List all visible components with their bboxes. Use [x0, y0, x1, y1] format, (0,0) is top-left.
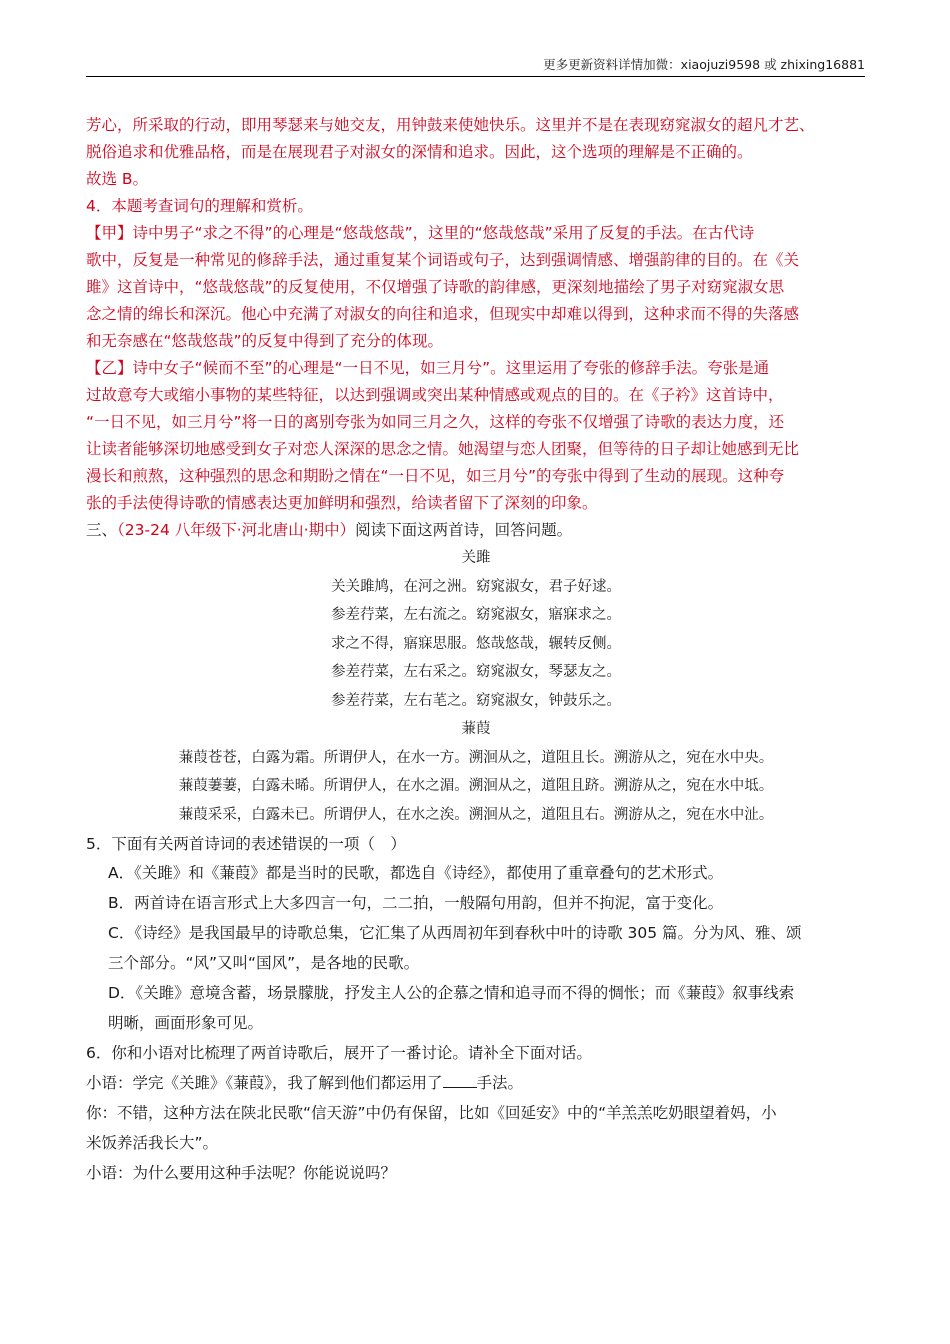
dialogue-line: 你：不错，这种方法在陕北民歌“信天游”中仍有保留，比如《回延安》中的“羊羔羔吃奶眼望着妈，小 — [86, 1104, 777, 1122]
source-tag: （23-24 八年级下·河北唐山·期中） — [117, 521, 356, 539]
option-d-cont: 明晰，画面形象可见。 — [108, 1014, 264, 1032]
answer-line: 歌中，反复是一种常见的修辞手法，通过重复某个词语或句子，达到强调情感、增强韵律的目的。在《关 — [86, 251, 800, 269]
poem-line: 参差荇菜，左右流之。窈窕淑女，寤寐求之。 — [331, 607, 621, 623]
dialogue-line: 米饭养活我长大”。 — [86, 1134, 219, 1152]
option-a: A．《关雎》和《蒹葭》都是当时的民歌，都选自《诗经》，都使用了重章叠句的艺术形式。 — [108, 864, 724, 882]
answer-blank[interactable] — [443, 1087, 477, 1088]
answer-line: 和无奈感在“悠哉悠哉”的反复中得到了充分的体现。 — [86, 332, 444, 350]
option-d: D．《关雎》意境含蓄，场景朦胧，抒发主人公的企慕之情和追寻而不得的惆怅；而《蒹葭》叙事线索 — [108, 984, 795, 1002]
answer-line: 【甲】诗中男子“求之不得”的心理是“悠哉悠哉”，这里的“悠哉悠哉”采用了反复的手法。在古代诗 — [86, 224, 755, 242]
answer-line: 脱俗追求和优雅品格，而是在展现君子对淑女的深情和追求。因此，这个选项的理解是不正确的。 — [86, 143, 753, 161]
section-heading — [86, 517, 866, 544]
question-stem: 5．下面有关两首诗词的表述错误的一项（ ） — [86, 835, 406, 853]
poem-line: 求之不得，寤寐思服。悠哉悠哉，辗转反侧。 — [331, 635, 621, 652]
option-c: C．《诗经》是我国最早的诗歌总集，它汇集了从西周初年到春秋中叶的诗歌 305 篇。分为风、雅、颂 — [108, 924, 802, 942]
poem-line: 关关雎鸠，在河之洲。窈窕淑女，君子好逑。 — [331, 578, 621, 595]
poem-line: 蒹葭苍苍，白露为霜。所谓伊人，在水一方。溯洄从之，道阻且长。溯游从之，宛在水中央。 — [178, 749, 774, 766]
poem-jianjia — [86, 715, 866, 829]
answer-line: 【乙】诗中女子“候而不至”的心理是“一日不见，如三月兮”。这里运用了夸张的修辞手法。夸张是通 — [86, 359, 770, 377]
page-header — [86, 56, 865, 77]
dialogue-line — [86, 1068, 866, 1098]
dialogue-text: 手法。 — [476, 1074, 524, 1092]
poem-title: 蒹葭 — [461, 721, 491, 737]
question-5 — [86, 831, 866, 1038]
section-instruction: 阅读下面这两首诗，回答问题。 — [355, 521, 573, 539]
question-stem: 6．你和小语对比梳理了两首诗歌后，展开了一番讨论。请补全下面对话。 — [86, 1044, 592, 1062]
option-c-cont: 三个部分。“风”又叫“国风”，是各地的民歌。 — [108, 954, 420, 972]
answer-line: 故选 B。 — [86, 170, 149, 188]
answer-line: 让读者能够深切地感受到女子对恋人深深的思念之情。她渴望与恋人团聚，但等待的日子却让她感到无比 — [86, 440, 800, 458]
answer-line: 雎》这首诗中，“悠哉悠哉”的反复使用，不仅增强了诗歌的韵律感，更深刻地描绘了男子对窈窕淑女思 — [86, 278, 785, 296]
poem-line: 参差荇菜，左右采之。窈窕淑女，琴瑟友之。 — [331, 664, 621, 680]
poem-line: 蒹葭萋萋，白露未晞。所谓伊人，在水之湄。溯洄从之，道阻且跻。溯游从之，宛在水中坻。 — [178, 778, 774, 794]
header-contact-text: 更多更新资料详情加微：xiaojuzi9598 或 zhixing16881 — [543, 57, 865, 72]
dialogue-text: 小语：学完《关雎》《蒹葭》，我了解到他们都运用了 — [86, 1074, 443, 1092]
question-6 — [86, 1038, 866, 1188]
section-prefix: 三、 — [86, 521, 118, 539]
answer-line: 念之情的绵长和深沉。他心中充满了对淑女的向往和追求，但现实中却难以得到，这种求而不得的失落感 — [86, 305, 800, 323]
answer-explanation — [86, 112, 866, 517]
poem-line: 蒹葭采采，白露未已。所谓伊人，在水之涘。溯洄从之，道阻且右。溯游从之，宛在水中沚。 — [178, 806, 774, 823]
answer-line: 过故意夸大或缩小事物的某些特征，以达到强调或突出某种情感或观点的目的。在《子衿》这首诗中， — [86, 386, 784, 404]
poem-guanju — [86, 544, 866, 715]
poem-line: 参差荇菜，左右芼之。窈窕淑女，钟鼓乐之。 — [331, 692, 621, 709]
answer-line: 漫长和煎熬，这种强烈的思念和期盼之情在“一日不见，如三月兮”的夸张中得到了生动的展现。这种夸 — [86, 467, 785, 485]
answer-line: 张的手法使得诗歌的情感表达更加鲜明和强烈，给读者留下了深刻的印象。 — [86, 494, 598, 512]
option-b: B．两首诗在语言形式上大多四言一句，二二拍，一般隔句用韵，但并不拘泥，富于变化。 — [108, 894, 724, 912]
page-content — [86, 112, 866, 1188]
answer-line: 4．本题考查词句的理解和赏析。 — [86, 197, 313, 215]
dialogue-line: 小语：为什么要用这种手法呢？你能说说吗？ — [86, 1164, 397, 1182]
poem-title: 关雎 — [461, 550, 491, 566]
answer-line: 芳心，所采取的行动，即用琴瑟来与她交友，用钟鼓来使她快乐。这里并不是在表现窈窕淑女的超凡才艺、 — [86, 116, 815, 134]
answer-line: “一日不见，如三月兮”将一日的离别夸张为如同三月之久，这样的夸张不仅增强了诗歌的表达力度，还 — [86, 413, 785, 431]
